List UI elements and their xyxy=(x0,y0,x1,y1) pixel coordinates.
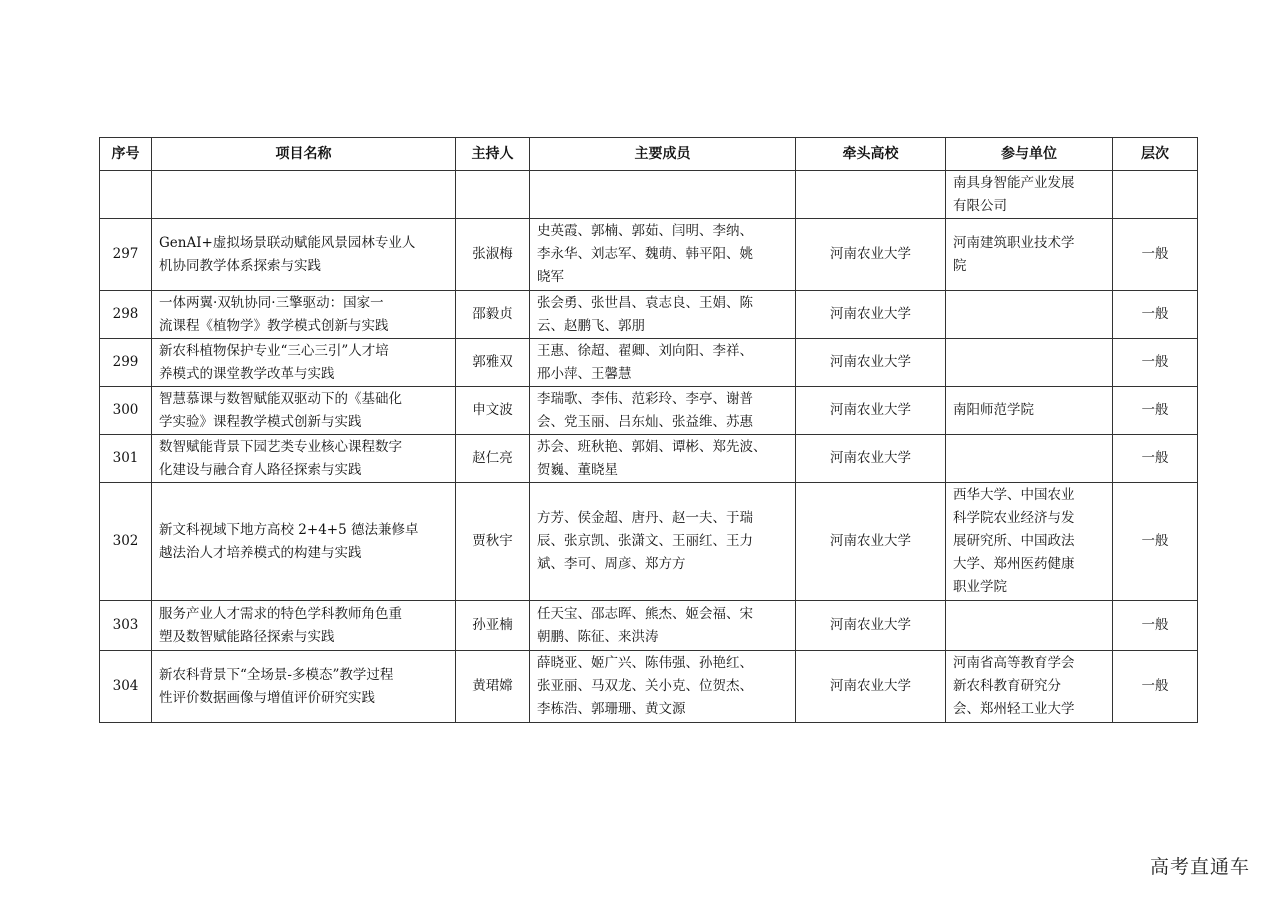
cell-host: 黄珺嫦 xyxy=(456,651,530,723)
cell-no: 302 xyxy=(100,483,152,601)
cell-project-name: 智慧慕课与数智赋能双驱动下的《基础化 学实验》课程教学模式创新与实践 xyxy=(152,387,456,435)
cell-host: 邵毅贞 xyxy=(456,291,530,339)
table-row xyxy=(100,483,1198,601)
watermark-text: 高考直通车 xyxy=(1149,856,1250,878)
cell-project-name: 新农科背景下“全场景-多模态”教学过程 性评价数据画像与增值评价研究实践 xyxy=(152,651,456,723)
cell-members: 苏会、班秋艳、郭娟、谭彬、郑先波、 贺巍、董晓星 xyxy=(530,435,796,483)
cell-partners: 河南省高等教育学会 新农科教育研究分 会、郑州轻工业大学 xyxy=(946,651,1113,723)
cell-project-name: 一体两翼·双轨协同·三擎驱动：国家一 流课程《植物学》教学模式创新与实践 xyxy=(152,291,456,339)
cell-level: 一般 xyxy=(1113,651,1198,723)
table-row xyxy=(100,435,1198,483)
cell-no: 300 xyxy=(100,387,152,435)
cell-project-name xyxy=(152,171,456,219)
cell-lead-school: 河南农业大学 xyxy=(796,483,946,601)
table-row xyxy=(100,387,1198,435)
cell-no: 299 xyxy=(100,339,152,387)
cell-lead-school: 河南农业大学 xyxy=(796,651,946,723)
cell-project-name: 新文科视域下地方高校 2+4+5 德法兼修卓 越法治人才培养模式的构建与实践 xyxy=(152,483,456,601)
table-row xyxy=(100,601,1198,651)
header-project-name: 项目名称 xyxy=(152,138,456,171)
cell-no xyxy=(100,171,152,219)
cell-members: 方芳、侯金超、唐丹、赵一夫、于瑞 辰、张京凯、张潇文、王丽红、王力 斌、李可、周彦、郑方方 xyxy=(530,483,796,601)
cell-level: 一般 xyxy=(1113,339,1198,387)
cell-no: 301 xyxy=(100,435,152,483)
cell-members: 王惠、徐超、翟卿、刘向阳、李祥、 邢小萍、王馨慧 xyxy=(530,339,796,387)
cell-level: 一般 xyxy=(1113,601,1198,651)
cell-host: 赵仁亮 xyxy=(456,435,530,483)
cell-project-name: 新农科植物保护专业“三心三引”人才培 养模式的课堂教学改革与实践 xyxy=(152,339,456,387)
cell-level: 一般 xyxy=(1113,435,1198,483)
cell-partners xyxy=(946,339,1113,387)
cell-lead-school: 河南农业大学 xyxy=(796,339,946,387)
header-lead-school: 牵头高校 xyxy=(796,138,946,171)
header-members: 主要成员 xyxy=(530,138,796,171)
cell-lead-school: 河南农业大学 xyxy=(796,291,946,339)
cell-partners xyxy=(946,601,1113,651)
cell-host xyxy=(456,171,530,219)
cell-partners: 河南建筑职业技术学 院 xyxy=(946,219,1113,291)
cell-lead-school: 河南农业大学 xyxy=(796,219,946,291)
cell-level: 一般 xyxy=(1113,291,1198,339)
table-row xyxy=(100,219,1198,291)
header-host: 主持人 xyxy=(456,138,530,171)
cell-project-name: 服务产业人才需求的特色学科教师角色重 塑及数智赋能路径探索与实践 xyxy=(152,601,456,651)
cell-host: 孙亚楠 xyxy=(456,601,530,651)
cell-level: 一般 xyxy=(1113,387,1198,435)
table-row xyxy=(100,651,1198,723)
table-header-row xyxy=(100,138,1198,171)
table-row xyxy=(100,339,1198,387)
cell-no: 298 xyxy=(100,291,152,339)
cell-no: 303 xyxy=(100,601,152,651)
cell-no: 304 xyxy=(100,651,152,723)
cell-project-name: GenAI+虚拟场景联动赋能风景园林专业人 机协同教学体系探索与实践 xyxy=(152,219,456,291)
cell-lead-school xyxy=(796,171,946,219)
cell-partners xyxy=(946,291,1113,339)
cell-members: 张会勇、张世昌、袁志良、王娟、陈 云、赵鹏飞、郭朋 xyxy=(530,291,796,339)
cell-lead-school: 河南农业大学 xyxy=(796,435,946,483)
project-table xyxy=(99,137,1198,723)
table-row xyxy=(100,291,1198,339)
cell-lead-school: 河南农业大学 xyxy=(796,387,946,435)
cell-level: 一般 xyxy=(1113,483,1198,601)
cell-no: 297 xyxy=(100,219,152,291)
cell-members xyxy=(530,171,796,219)
cell-members: 任天宝、邵志晖、熊杰、姬会福、宋 朝鹏、陈征、来洪涛 xyxy=(530,601,796,651)
cell-host: 张淑梅 xyxy=(456,219,530,291)
cell-partners: 西华大学、中国农业 科学院农业经济与发 展研究所、中国政法 大学、郑州医药健康 职业学院 xyxy=(946,483,1113,601)
cell-members: 薛晓亚、姬广兴、陈伟强、孙艳红、 张亚丽、马双龙、关小克、位贺杰、 李栋浩、郭珊珊、黄文源 xyxy=(530,651,796,723)
header-partners: 参与单位 xyxy=(946,138,1113,171)
cell-partners xyxy=(946,435,1113,483)
cell-project-name: 数智赋能背景下园艺类专业核心课程数字 化建设与融合育人路径探索与实践 xyxy=(152,435,456,483)
cell-lead-school: 河南农业大学 xyxy=(796,601,946,651)
cell-partners: 南阳师范学院 xyxy=(946,387,1113,435)
cell-partners: 南具身智能产业发展 有限公司 xyxy=(946,171,1113,219)
table-row xyxy=(100,171,1198,219)
header-level: 层次 xyxy=(1113,138,1198,171)
cell-members: 史英霞、郭楠、郭茹、闫明、李纳、 李永华、刘志军、魏萌、韩平阳、姚 晓军 xyxy=(530,219,796,291)
header-no: 序号 xyxy=(100,138,152,171)
cell-host: 郭雅双 xyxy=(456,339,530,387)
cell-host: 申文波 xyxy=(456,387,530,435)
cell-host: 贾秋宇 xyxy=(456,483,530,601)
cell-members: 李瑞歌、李伟、范彩玲、李亭、谢普 会、党玉丽、吕东灿、张益维、苏惠 xyxy=(530,387,796,435)
cell-level: 一般 xyxy=(1113,219,1198,291)
cell-level xyxy=(1113,171,1198,219)
